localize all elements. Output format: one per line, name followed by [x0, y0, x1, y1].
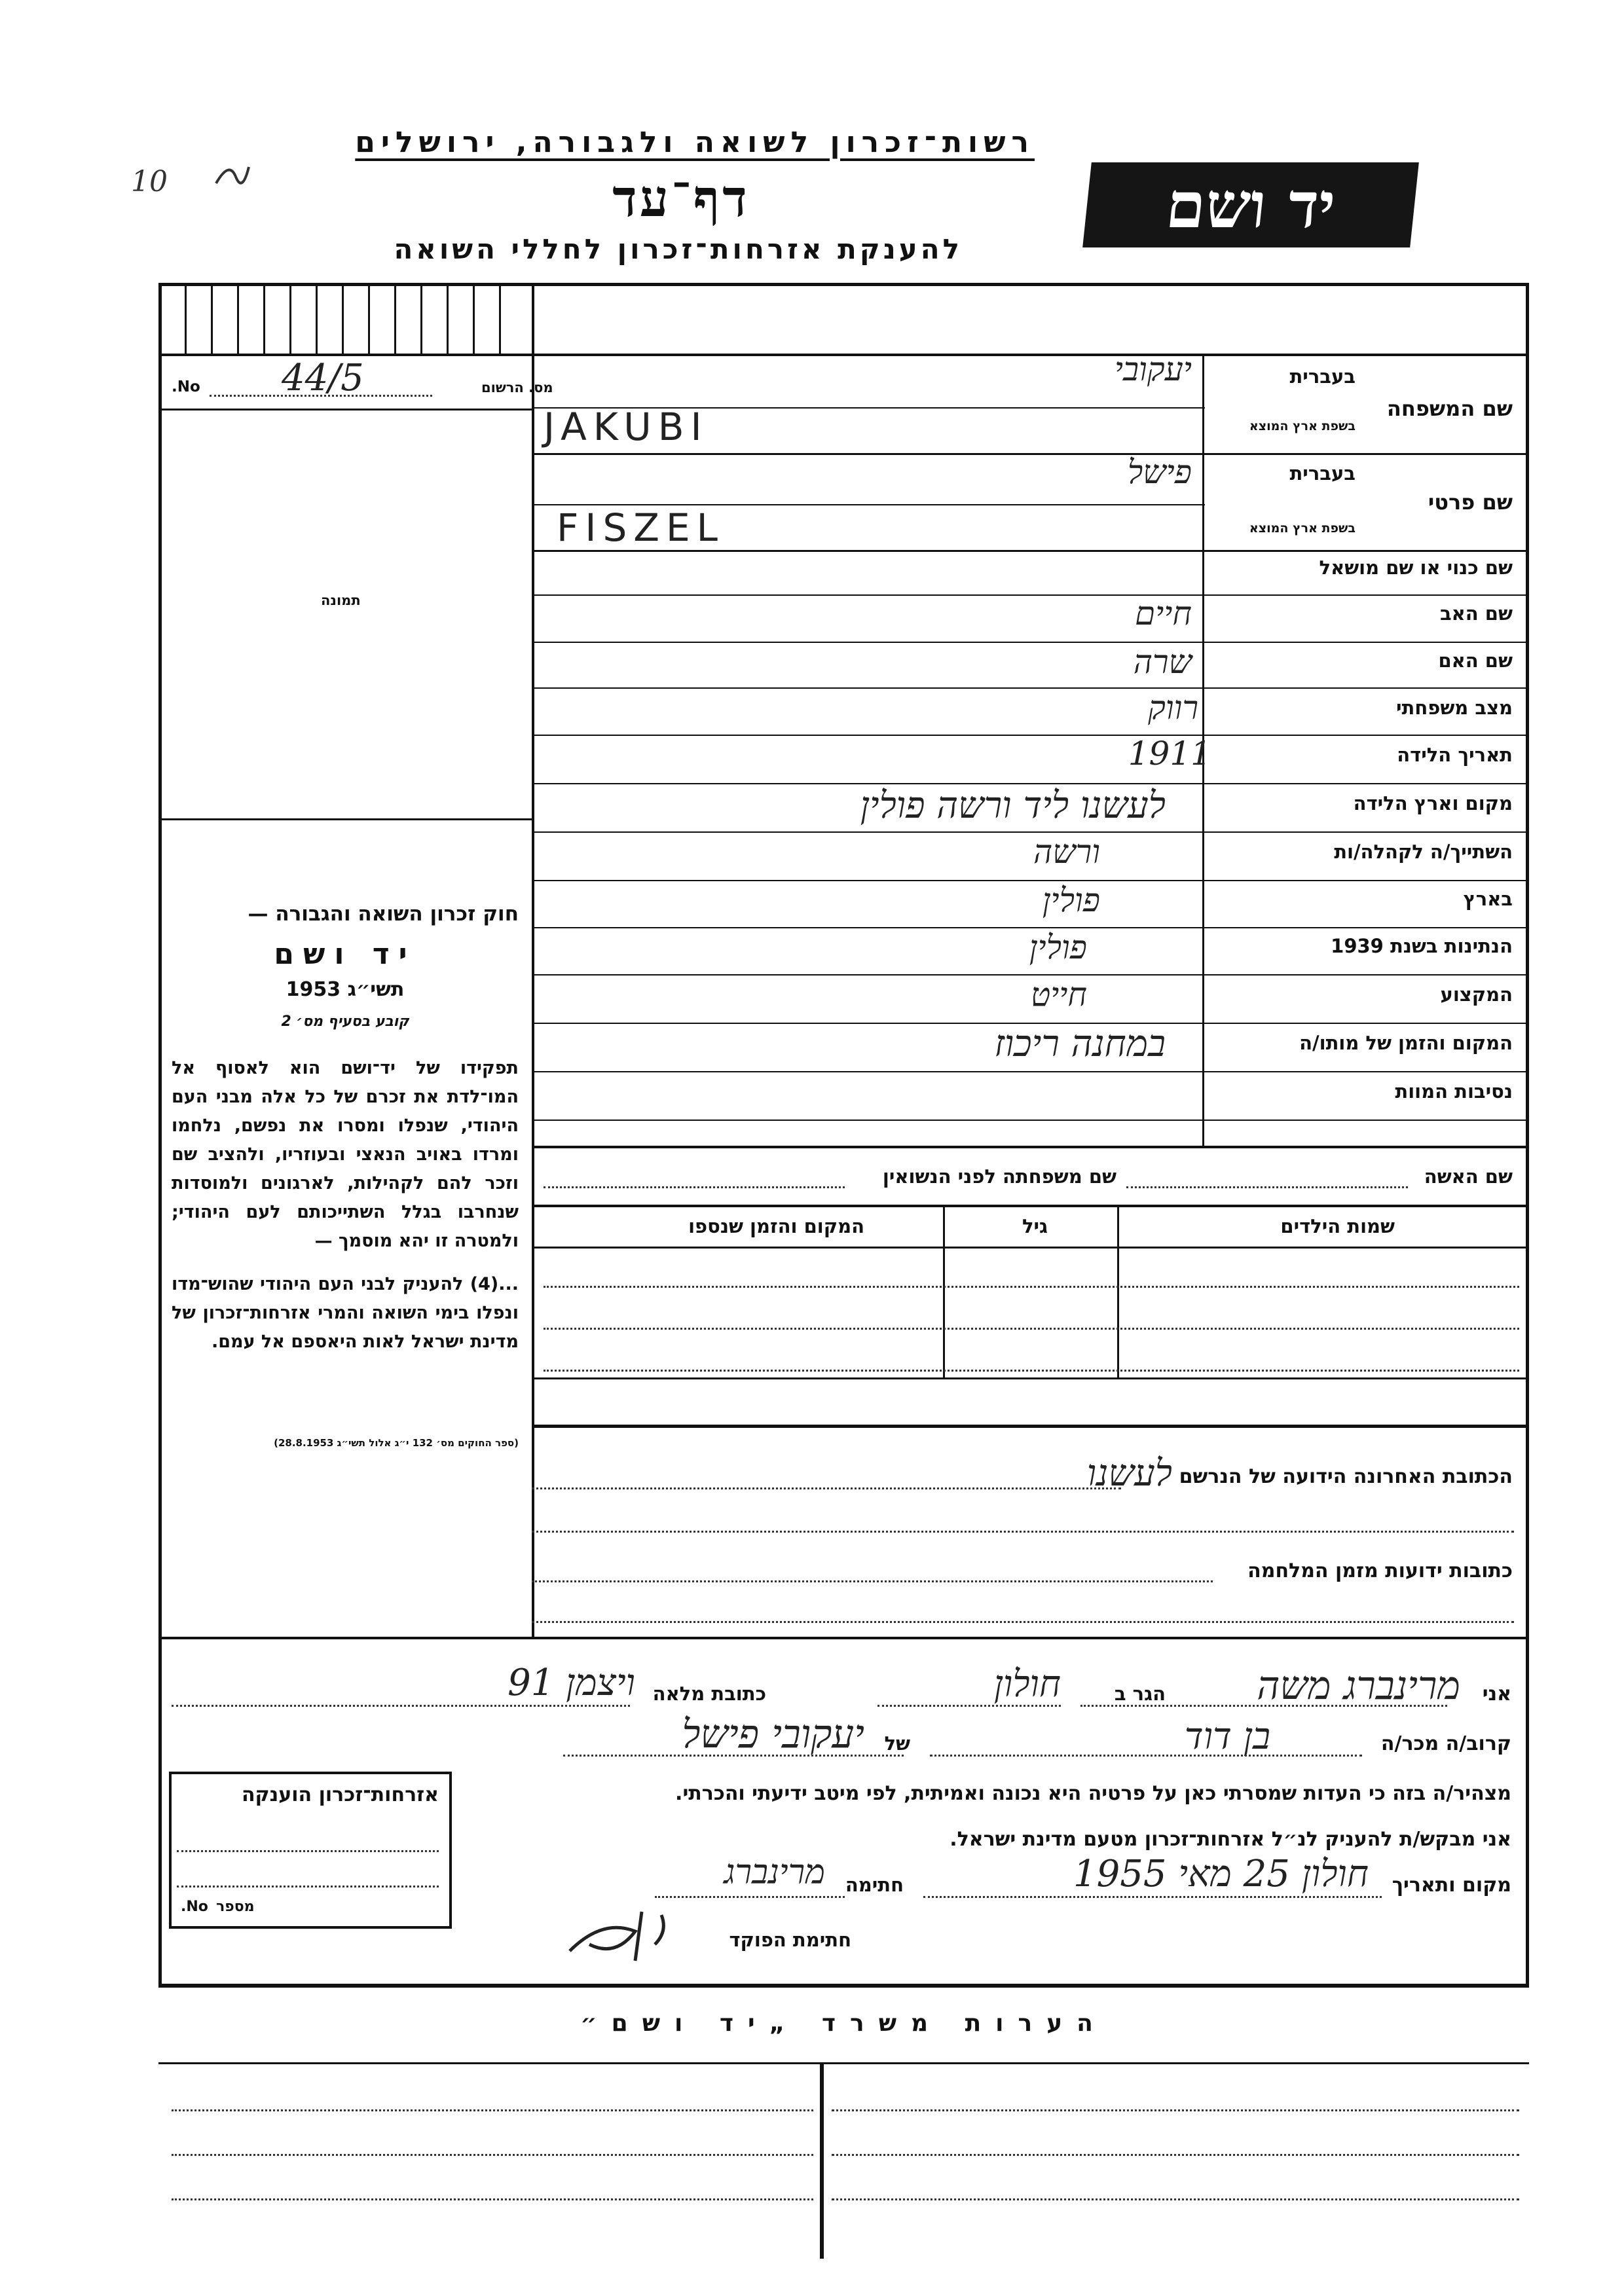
country-value: פולין	[1042, 881, 1100, 919]
signature-label: חתימה	[845, 1874, 904, 1896]
yad-vashem-logo: יד ושם	[1082, 162, 1419, 247]
office-notes-title: הערות משרד „יד ושם״	[580, 2010, 1107, 2037]
citizenship-1939-value: פולין	[1029, 928, 1087, 966]
death-circumstances-label: נסיבות המוות	[1395, 1080, 1513, 1102]
photo-box-bottom	[158, 818, 534, 820]
citizenship-no-label: No.	[181, 1899, 208, 1915]
father-label: שם האב	[1439, 602, 1513, 625]
given-name-label: שם פרטי	[1428, 490, 1513, 515]
institution-name: רשות־זכרון לשואה ולגבורה, ירושלים	[355, 126, 1035, 159]
of-value: יעקובי פישל	[682, 1711, 864, 1757]
relative-label: קרוב/ה מכר/ה	[1380, 1732, 1511, 1755]
law-clause: קובע בסעיף מס׳ 2	[281, 1013, 409, 1030]
children-age-header: גיל	[1022, 1215, 1048, 1237]
of-label: של	[884, 1732, 910, 1755]
citizenship-number-label: מספר	[216, 1899, 255, 1915]
law-reference: (ספר החוקים מס׳ 132 י״ג אלול תשי״ג 28.8.1953)	[274, 1437, 519, 1449]
surname-hebrew-value: יעקובי	[1114, 350, 1192, 388]
given-name-origin-label: בשפת ארץ המוצא	[1249, 521, 1356, 536]
wife-maiden-label: שם משפחתה לפני הנשואין	[882, 1165, 1116, 1188]
surname-hebrew-label: בעברית	[1289, 365, 1356, 388]
birth-place-label: מקום וארץ הלידה	[1353, 792, 1513, 814]
id-box-bottom	[158, 409, 534, 410]
declaration-statement: מצהיר/ה בזה כי העדות שמסרתי כאן על פרטיה היא נכונה ואמיתית, לפי מיטב ידיעתי והכרתי.	[675, 1782, 1511, 1805]
nickname-label: שם כנוי או שם מושאל	[1319, 556, 1513, 579]
birth-date-label: תאריך הלידה	[1397, 744, 1513, 766]
marital-status-label: מצב משפחתי	[1395, 697, 1513, 719]
birth-place-value: לעשנו ליד ורשה פולין	[860, 784, 1166, 827]
declarant-i-label: אני	[1482, 1683, 1511, 1705]
community-label: השתייך/ה לקהלה/ות	[1334, 841, 1513, 863]
place-date-label: מקום ותאריך	[1392, 1874, 1511, 1897]
frame-left	[158, 283, 162, 1985]
resides-value: חולון	[993, 1663, 1061, 1705]
given-name-hebrew-label: בעברית	[1289, 462, 1356, 484]
frame-top	[158, 283, 1529, 286]
profession-value: חייט	[1030, 975, 1087, 1013]
relative-value: בן דוד	[1184, 1715, 1270, 1758]
form-title: דף־עד	[612, 169, 750, 228]
wife-label: שם האשה	[1424, 1165, 1513, 1188]
last-address-label: הכתובת האחרונה הידועה של הנרשם	[1179, 1465, 1513, 1488]
officer-signature-scribble	[563, 1905, 681, 1964]
corner-scribble	[210, 157, 255, 196]
given-name-origin-value: FISZEL	[557, 505, 724, 550]
signature-value: מרינברג	[724, 1853, 825, 1892]
form-subtitle: להענקת אזרחות־זכרון לחללי השואה	[394, 233, 963, 265]
death-place-label: המקום והזמן של מותו/ה	[1299, 1032, 1513, 1054]
photo-label: תמונה	[321, 592, 361, 608]
surname-label: שם המשפחה	[1386, 396, 1513, 421]
frame-right	[1526, 283, 1529, 1985]
children-names-header: שמות הילדים	[1280, 1215, 1395, 1237]
surname-origin-label: בשפת ארץ המוצא	[1249, 419, 1356, 433]
declaration-top	[158, 1637, 1529, 1639]
full-address-value: ויצמן 91	[507, 1662, 635, 1704]
law-paragraph-2: ...(4) להעניק לבני העם היהודי שהוש־מדו ונפלו בימי השואה והמרי אזרחות־זכרון של מדינת ישראל לאות היאספם אל עמם.	[172, 1274, 519, 1352]
children-death-header: המקום והזמן שנספו	[688, 1215, 864, 1237]
place-date-value: חולון 25 מאי 1955	[1073, 1853, 1369, 1895]
office-notes-divider	[820, 2062, 824, 2259]
resides-label: הגר ב	[1114, 1683, 1166, 1705]
given-name-hebrew-value: פישל	[1127, 453, 1192, 491]
no-label: No.	[172, 378, 200, 395]
country-label: בארץ	[1463, 888, 1513, 910]
war-addresses-label: כתובות ידועות מזמן המלחמה	[1247, 1559, 1513, 1582]
registration-no-label: מס. הרשום	[481, 380, 553, 395]
birth-date-value: 1911	[1128, 735, 1211, 773]
mother-label: שם האם	[1438, 649, 1513, 672]
law-name: יד ושם	[274, 938, 416, 971]
corner-mark: 10	[131, 165, 168, 198]
community-value: ורשה	[1033, 833, 1100, 871]
last-address-value: לעשנו	[1086, 1452, 1172, 1495]
citizenship-granted-title: אזרחות־זכרון הוענקה	[241, 1783, 439, 1806]
mother-value: שרה	[1133, 643, 1192, 681]
left-column-divider	[532, 283, 534, 1638]
marital-status-value: רווק	[1148, 689, 1198, 727]
office-notes-top	[158, 1984, 1529, 1988]
father-value: חיים	[1134, 594, 1192, 632]
surname-origin-value: JAKUBI	[544, 405, 709, 449]
declaration-request: אני מבקש/ת להעניק לנ״ל אזרחות־זכרון מטעם מדינת ישראל.	[950, 1828, 1511, 1851]
law-title: חוק זכרון השואה והגבורה —	[248, 902, 519, 926]
full-address-label: כתובת מלאה	[652, 1683, 766, 1705]
declarant-name: מרינברג משה	[1257, 1663, 1460, 1709]
registration-no-value: 44/5	[282, 357, 364, 399]
officer-signature-label: חתימת הפוקד	[729, 1929, 851, 1951]
law-paragraph-1: תפקידו של יד־ושם הוא לאסוף אל המו־לדת את זכרם של כל אלה מבני העם היהודי, שנפלו ומסרו את נפשם, נלחמו ומרדו באויב הנאצי ובעוזריו, ולהציב שם וזכר להם לקהילות, לארגונים ולמוסדות שנחרבו בגלל השתייכותם לעם היהודי; ולמטרה זו יהא מוסמך —	[172, 1058, 519, 1251]
law-year: תשי״ג 1953	[286, 978, 405, 1001]
death-place-value: במחנה ריכוז	[994, 1023, 1166, 1065]
citizenship-1939-label: הנתינות בשנת 1939	[1331, 935, 1513, 957]
profession-label: המקצוע	[1440, 983, 1513, 1006]
